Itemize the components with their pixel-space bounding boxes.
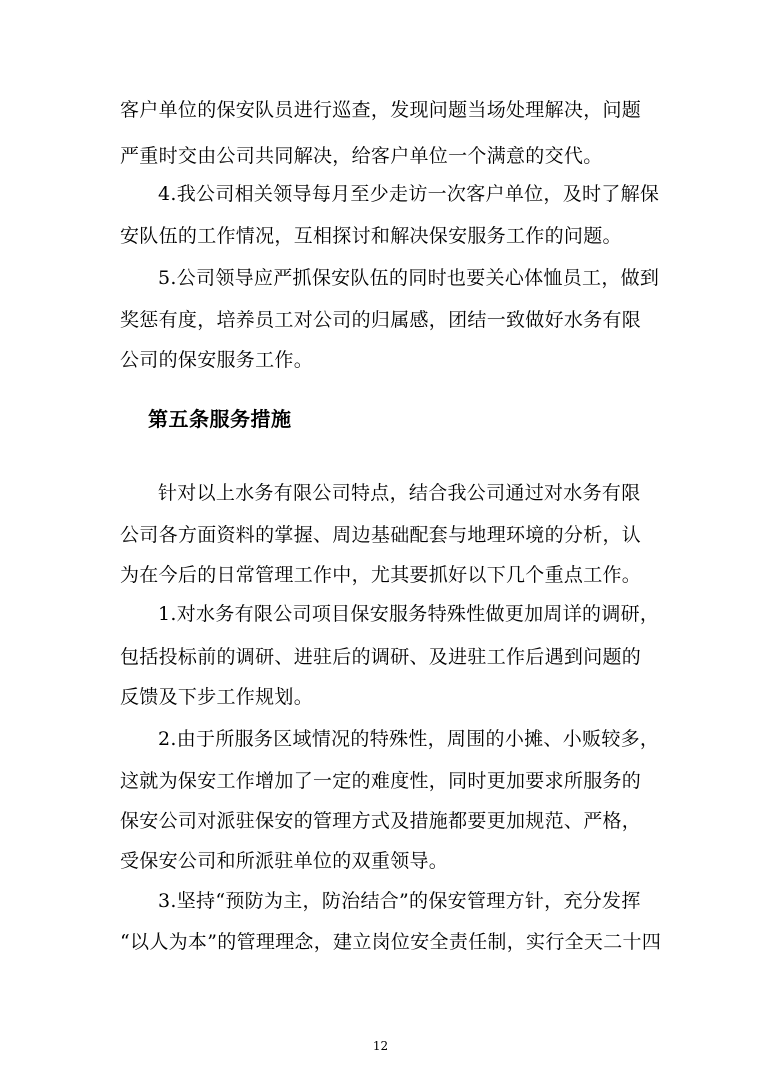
text-line: 客户单位的保安队员进行巡查，发现问题当场处理解决，问题	[120, 99, 642, 121]
text-line: 针对以上水务有限公司特点，结合我公司通过对水务有限	[158, 482, 641, 504]
page-number: 12	[372, 1039, 389, 1053]
text-line: 5.公司领导应严抓保安队伍的同时也要关心体恤员工，做到	[158, 267, 660, 289]
text-line: 反馈及下步工作规划。	[120, 686, 314, 708]
text-line: “以人为本”的管理理念，建立岗位安全责任制，实行全天二十四	[120, 931, 662, 953]
text-line: 公司的保安服务工作。	[120, 349, 314, 371]
text-line: 1.对水务有限公司项目保安服务特殊性做更加周详的调研，	[158, 603, 660, 625]
text-line: 严重时交由公司共同解决，给客户单位一个满意的交代。	[120, 145, 603, 167]
text-line: 公司各方面资料的掌握、周边基础配套与地理环境的分析，认	[120, 524, 642, 546]
text-line: 奖惩有度，培养员工对公司的归属感，团结一致做好水务有限	[120, 309, 642, 331]
text-line: 保安公司对派驻保安的管理方式及措施都要更加规范、严格，	[120, 810, 642, 832]
text-line: 3.坚持“预防为主，防治结合”的保安管理方针，充分发挥	[158, 890, 641, 912]
text-line: 包括投标前的调研、进驻后的调研、及进驻工作后遇到问题的	[120, 646, 642, 668]
text-line: 4.我公司相关领导每月至少走访一次客户单位，及时了解保	[158, 183, 660, 205]
section-heading: 第五条服务措施	[148, 407, 292, 431]
text-line: 为在今后的日常管理工作中，尤其要抓好以下几个重点工作。	[120, 564, 642, 586]
text-line: 安队伍的工作情况，互相探讨和解决保安服务工作的问题。	[120, 225, 622, 247]
text-line: 2.由于所服务区域情况的特殊性，周围的小摊、小贩较多，	[158, 728, 660, 750]
text-line: 这就为保安工作增加了一定的难度性，同时更加要求所服务的	[120, 770, 642, 792]
text-line: 受保安公司和所派驻单位的双重领导。	[120, 850, 449, 872]
